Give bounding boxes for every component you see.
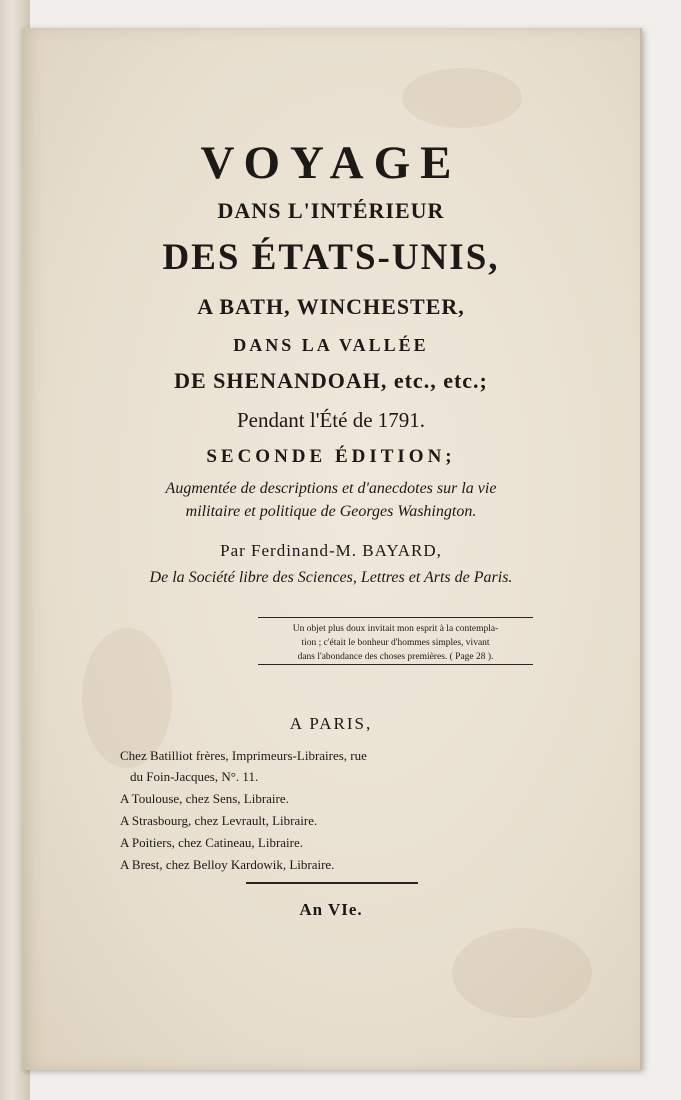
title-line-date: Pendant l'Été de 1791. bbox=[236, 408, 426, 432]
epigraph-line: tion ; c'était le bonheur d'hommes simples, vivant bbox=[301, 638, 490, 648]
imprint-line: A Toulouse, chez Sens, Libraire. bbox=[120, 791, 289, 806]
title-line-vallee: DANS LA VALLÉE bbox=[233, 335, 429, 355]
author-byline: Par Ferdinand-M. BAYARD, bbox=[220, 541, 442, 560]
imprint-year: An VIe. bbox=[299, 900, 363, 919]
imprint-line: du Foin-Jacques, N°. 11. bbox=[130, 769, 259, 784]
imprint-line: A Poitiers, chez Catineau, Libraire. bbox=[120, 835, 304, 850]
author-society: De la Société libre des Sciences, Lettres et Arts de Paris. bbox=[149, 569, 513, 586]
title-line-bath-winchester: A BATH, WINCHESTER, bbox=[197, 294, 465, 319]
imprint-city: A PARIS, bbox=[289, 714, 373, 733]
epigraph-rule-bottom bbox=[258, 664, 533, 665]
imprint-rule bbox=[246, 882, 418, 884]
title-voyage: VOYAGE bbox=[200, 137, 462, 189]
epigraph-line: Un objet plus doux invitait mon esprit à la contempla- bbox=[292, 624, 499, 634]
imprint-line: A Strasbourg, chez Levrault, Libraire. bbox=[120, 813, 318, 828]
augmentation-line-2: militaire et politique de Georges Washington. bbox=[185, 503, 477, 520]
title-line-etats-unis: DES ÉTATS-UNIS, bbox=[162, 237, 500, 278]
title-line-shenandoah: DE SHENANDOAH, etc., etc.; bbox=[174, 368, 488, 393]
foxing-stain bbox=[452, 928, 592, 1018]
foxing-stain bbox=[82, 628, 172, 768]
epigraph-rule-top bbox=[258, 617, 533, 618]
edition-statement: SECONDE ÉDITION; bbox=[206, 446, 456, 467]
title-page bbox=[22, 28, 642, 1070]
foxing-stain bbox=[402, 68, 522, 128]
augmentation-line-1: Augmentée de descriptions et d'anecdotes sur la vie bbox=[165, 480, 497, 497]
title-line-interieur: DANS L'INTÉRIEUR bbox=[217, 198, 445, 223]
epigraph-line: dans l'abondance des choses premières. ( Page 28 ). bbox=[297, 652, 494, 662]
epigraph bbox=[258, 622, 533, 664]
imprint-line: Chez Batilliot frères, Imprimeurs-Libraires, rue bbox=[120, 748, 367, 763]
imprint-line: A Brest, chez Belloy Kardowik, Libraire. bbox=[120, 857, 335, 872]
